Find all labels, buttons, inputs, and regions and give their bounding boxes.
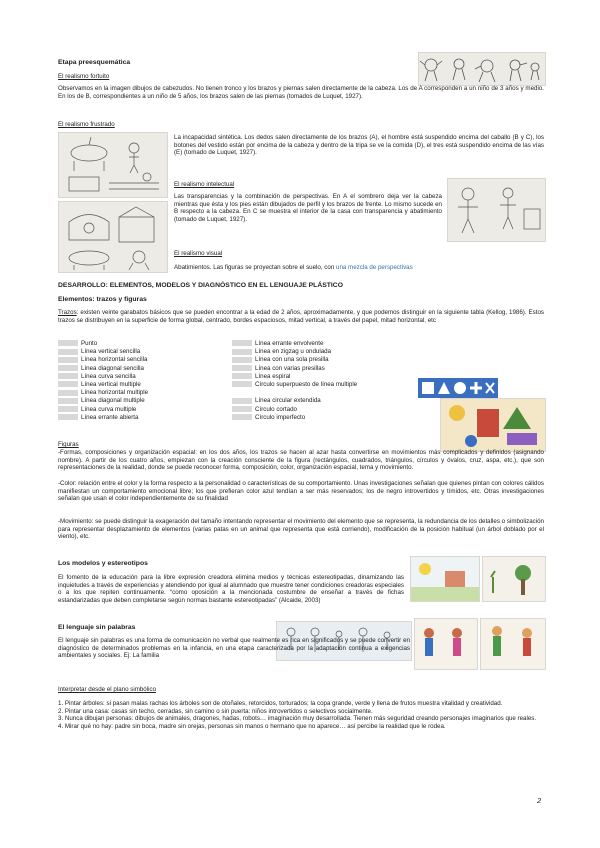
interpretar-item: 2. Pintar una casa: casas sin techo, cerradas, sin camino o sin puerta: niños introvertidos o selectivos socialmente. [58,707,373,715]
errante-envolvente-icon [232,340,252,346]
modelos-paragraph: El fomento de la educación para la libre expresión creadora elimina medios y técnicas estereotipadas, dinamizando las inquietudes a través de experiencias y atendiendo por igual al alumnado que muestre tener condiciones creadoras especiales o a los que repiten continuamente. “como oposición a la mencionada costumbre de enseñar a través de fichas estandarizadas que deben completarse según normas bastante estereotipadas” (Alcaide, 2003) [58,574,404,604]
interpretar-item: 1. Pintar árboles: si pasan malas rachas los árboles son de otoñales, retorcidos, torturados; la copa grande, verde y llena de frutos muestra vitalidad y creatividad. [58,700,503,707]
trazo-item: Círculo cortado [255,405,297,413]
familia-drawing-image-2 [414,618,478,670]
circulo-imperfecto-icon [232,414,252,420]
zigzag-icon [232,349,252,355]
figuras-label: Figuras [58,441,79,448]
trazo-item: Línea con una sola presilla [255,356,329,364]
interpretar-item: 4. Mirar qué no hay: padre sin boca, madre sin orejas, personas sin manos o hermano que no aparece… así percibe la realidad que le rodea. [58,722,446,730]
trazo-item: Línea circular extendida [255,397,321,405]
circle-shape-icon [454,382,466,394]
sub-realismo-visual: El realismo visual [174,250,223,257]
linea-vertical-icon [58,349,78,355]
x-shape-icon [484,381,496,395]
circulo-superpuesto-icon [232,381,252,387]
lenguaje-paragraph: El lenguaje sin palabras es una forma de comunicación no verbal que realmente es rica en significados y se puede convertir en diagnóstico de determinados problemas en la infancia, en una etapa caracterizada por la adaptación continua a exigencias ambientales y sociales. Ej: La familia [58,637,410,660]
visual-paragraph [174,264,544,272]
trazo-item: Línea errante abierta [81,413,139,421]
lenguaje-title: El lenguaje sin palabras [58,624,136,631]
punto-icon [58,340,78,346]
linea-horizontal-multiple-icon [58,390,78,396]
linea-vertical-multiple-icon [58,381,78,387]
frustrado-paragraph: La incapacidad sintética. Los dedos salen directamente de los brazos (A), el hombre está suspendido encima del caballo (B y C), los botones del vestido están por encima de la cabeza y dentro de la tripa se ve la comida (D), el tres está suspendido encima de las vías (E) (tomado de Luquet, 1927). [174,134,544,157]
intelectual-paragraph: Las transparencias y la combinación de perspectivas. En A el sombrero deja ver la cabeza mientras que ésta y los pies están dibujados de perfil y los brazos de frente. Lo mismo sucede en B respecto a la cabeza. En C se muestra el interior de la casa con transparencia y abatimiento (tomado de Luquet, 1927). [174,193,442,223]
section-title: Etapa preesquemática [58,59,131,66]
trazo-item: Círculo imperfecto [255,413,306,421]
trazo-item: Línea vertical sencilla [81,348,141,356]
linea-horizontal-icon [58,357,78,363]
trazo-item: Línea curva sencilla [81,372,136,380]
trazo-item: Línea horizontal multiple [81,389,149,397]
color-paragraph: -Color: relación entre el color y la forma respecto a la personalidad o características de su comportamiento. Unas investigaciones señalan que quienes pintan con colores cálidos manifiestan un comportamiento emocional libre; los que prefieran color azul tendían a ser más reservados; los de negro introvertidos y tímidos, etc. Otras investigaciones señalan que usan el color independientemente de su finalidad [58,480,544,503]
circular-extendida-icon [232,398,252,404]
intelectual-drawing-image-left [58,201,168,273]
desarrollo-title: DESARROLLO: ELEMENTOS, MODELOS Y DIAGNÓSTICO EN EL LENGUAJE PLÁSTICO [58,282,343,289]
sub-realismo-intelectual: El realismo intelectual [174,181,235,188]
visual-text-a: Abatimientos. Las figuras se proyectan sobre el suelo, con [174,264,336,271]
espiral-icon [232,373,252,379]
trazo-item: Línea diagonal sencilla [81,364,144,372]
figuras-shapes-panel [418,378,498,398]
linea-curva-multiple-icon [58,406,78,412]
trazos-list-left [58,340,238,424]
familia-drawing-image-3 [480,618,546,670]
linea-curva-icon [58,373,78,379]
cross-shape-icon [469,381,483,395]
triangle-shape-icon [437,381,451,395]
movimiento-paragraph: -Movimiento: se puede distinguir la exageración del tamaño intentando representar el movimiento del elemento que se representa, la redundancia de los detalles o simbolización para representar desplazamiento de elementos (varias patas en un animal que representa que está corriendo), modificación de la posición habitual (un árbol doblado por el viento), etc. [58,518,544,541]
trazo-item: Línea horizontal sencilla [81,356,148,364]
trazo-item: Línea en zigzag u ondulada [255,348,332,356]
trazo-item: Punto [81,340,98,347]
trazo-item: Línea curva multiple [81,405,137,413]
linea-diagonal-multiple-icon [58,398,78,404]
varias-presillas-icon [232,365,252,371]
trazo-item: Círculo superpuesto de línea multiple [255,381,358,388]
interpretar-title: Interpretar desde el plano simbólico [58,686,157,693]
trazo-item: Línea errante envolvente [255,340,324,347]
sub-realismo-fortuito: El realismo fortuito [58,73,110,80]
trazos-paragraph [58,309,544,324]
children-color-drawing-image [440,398,546,452]
cabezudos-drawing-image [418,52,546,86]
trazos-text: : existen veinte garabatos básicos que se pueden encontrar a la edad de 2 años, aproximadamente, y que podemos distinguir en la siguiente tabla (Kellog, 1986). Estos trazos se distribuyen en la superficie de forma global, centrado, bordes espaciosos, mitad vertical, a través del papel, mitad horizontal, etc [58,309,544,324]
frustrado-drawing-image [58,132,168,198]
elementos-title: Elementos: trazos y figuras [58,296,147,303]
page-number: 2 [537,796,542,805]
figuras-paragraph: -Formas, composiciones y organización espacial: en los dos años, los trazos se hacen al azar hasta convertirse en movimientos más complicados y definidos (asignando nombre). A partir de los cuatro años, empiezan con la creación consciente de la figura (rectángulos, cuadrados, triángulos, círculos y óvalos, cruz, aspa, etc.), que son representaciones de la realidad, donde se puede reconocer forma, composición, color, organización espacial, tema y movimiento. [58,449,544,472]
trazo-item: Línea vertical multiple [81,381,141,388]
presilla-icon [232,357,252,363]
sub-realismo-frustrado: El realismo frustrado [58,121,115,128]
interpretar-item: 3. Nunca dibujan personas: dibujos de animales, dragones, hadas, robots… imaginación muy desarrollada. Tienen más seguridad creando personajes imaginarios que reales. [58,715,537,723]
modelos-image-2 [482,556,546,602]
intelectual-drawing-image-right [447,178,546,242]
trazo-item: Línea con varias presillas [255,364,325,372]
trazo-item: Línea espiral [255,372,291,380]
interpretar-list [58,700,544,730]
linea-errante-icon [58,414,78,420]
visual-text-b: una mezcla de perspectivas [336,264,413,271]
square-shape-icon [422,382,434,394]
modelos-image-1 [410,556,480,602]
fortuito-paragraph: Observamos en la imagen dibujos de cabezudos. No tienen tronco y los brazos y piernas salen directamente de la cabeza. Los de A corresponden a un niño de 3 años y medio. En los de B, correspondientes a un niño de 5 años, los brazos salen de las piernas (tomados de Luquet, 1927). [58,85,544,100]
linea-diagonal-icon [58,365,78,371]
trazo-item: Línea diagonal multiple [81,397,145,405]
circulo-cortado-icon [232,406,252,412]
modelos-title: Los modelos y estereotipos [58,560,148,567]
trazos-label: Trazos [58,309,77,316]
trazos-list-right [232,340,412,424]
